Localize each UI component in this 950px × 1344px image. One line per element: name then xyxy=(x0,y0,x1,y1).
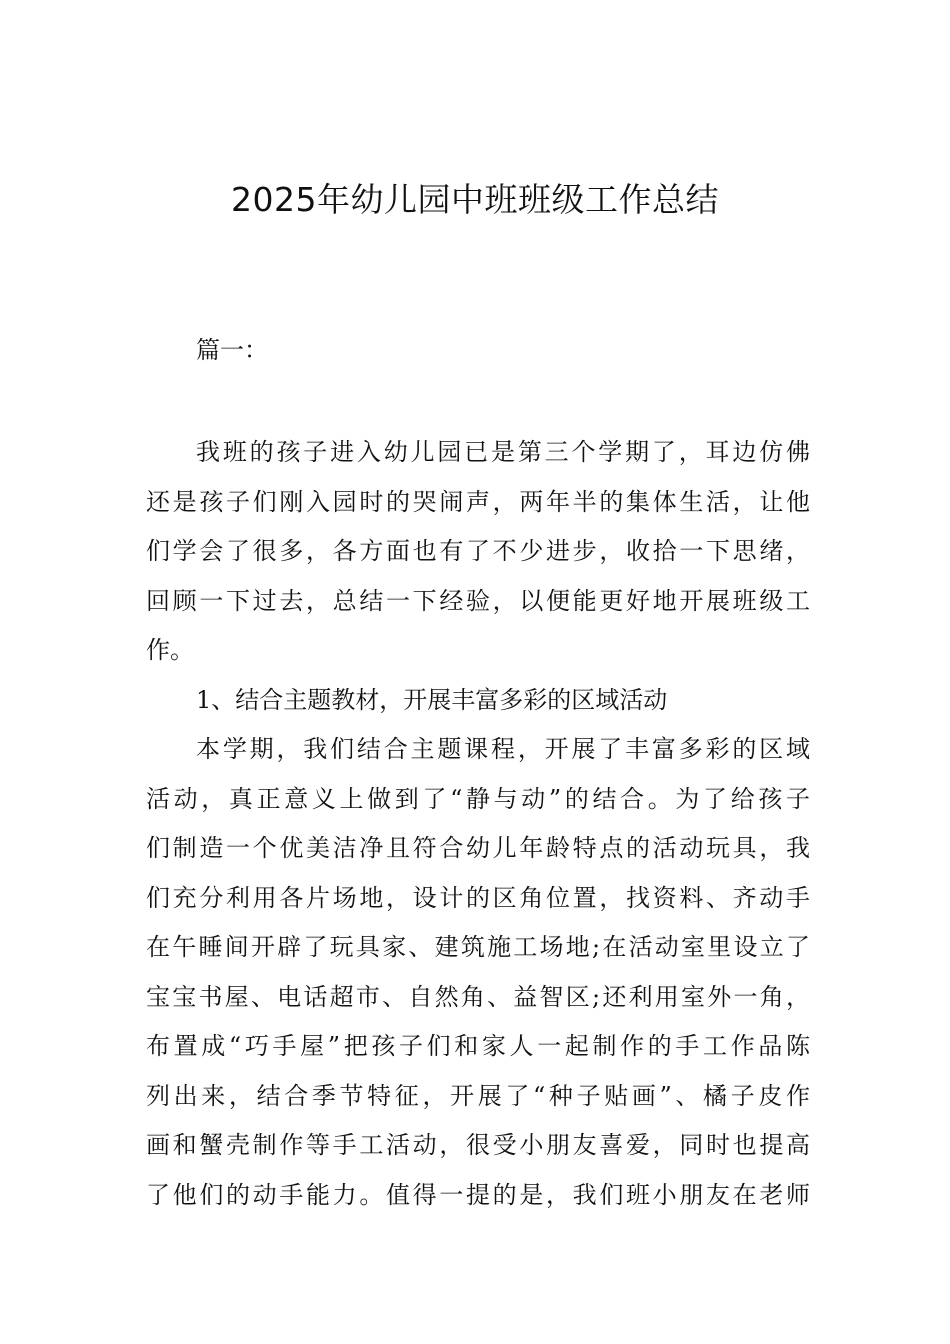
text-line: 画和蟹壳制作等手工活动，很受小朋友喜爱，同时也提高 xyxy=(146,1131,810,1159)
section-label: 篇一： xyxy=(196,336,268,364)
text-line: 们学会了很多，各方面也有了不少进步，收拾一下思绪， xyxy=(146,537,810,565)
text-line: 我班的孩子进入幼儿园已是第三个学期了，耳边仿佛 xyxy=(196,438,810,466)
document-body xyxy=(146,428,810,1220)
text-line: 们制造一个优美洁净且符合幼儿年龄特点的活动玩具，我 xyxy=(146,834,810,862)
text-line: 在午睡间开辟了玩具家、建筑施工场地;在活动室里设立了 xyxy=(146,933,810,961)
text-line: 布置成“巧手屋”把孩子们和家人一起制作的手工作品陈 xyxy=(146,1032,810,1060)
text-line: 回顾一下过去，总结一下经验，以便能更好地开展班级工 xyxy=(146,586,810,615)
text-line: 列出来，结合季节特征，开展了“种子贴画”、橘子皮作 xyxy=(146,1081,810,1110)
text-line: 们充分利用各片场地，设计的区角位置，找资料、齐动手 xyxy=(146,883,810,912)
text-line: 还是孩子们刚入园时的哭闹声，两年半的集体生活，让他 xyxy=(146,487,810,516)
text-line: 了他们的动手能力。值得一提的是，我们班小朋友在老师 xyxy=(146,1180,810,1209)
text-line: 宝宝书屋、电话超市、自然角、益智区;还利用室外一角， xyxy=(146,982,810,1011)
text-line: 作。 xyxy=(146,636,194,664)
text-line: 活动，真正意义上做到了“静与动”的结合。为了给孩子 xyxy=(146,784,810,813)
text-line: 1、结合主题教材，开展丰富多彩的区域活动 xyxy=(196,685,668,714)
document-title: 2025年幼儿园中班班级工作总结 xyxy=(231,180,719,219)
text-line: 本学期，我们结合主题课程，开展了丰富多彩的区域 xyxy=(196,735,810,763)
